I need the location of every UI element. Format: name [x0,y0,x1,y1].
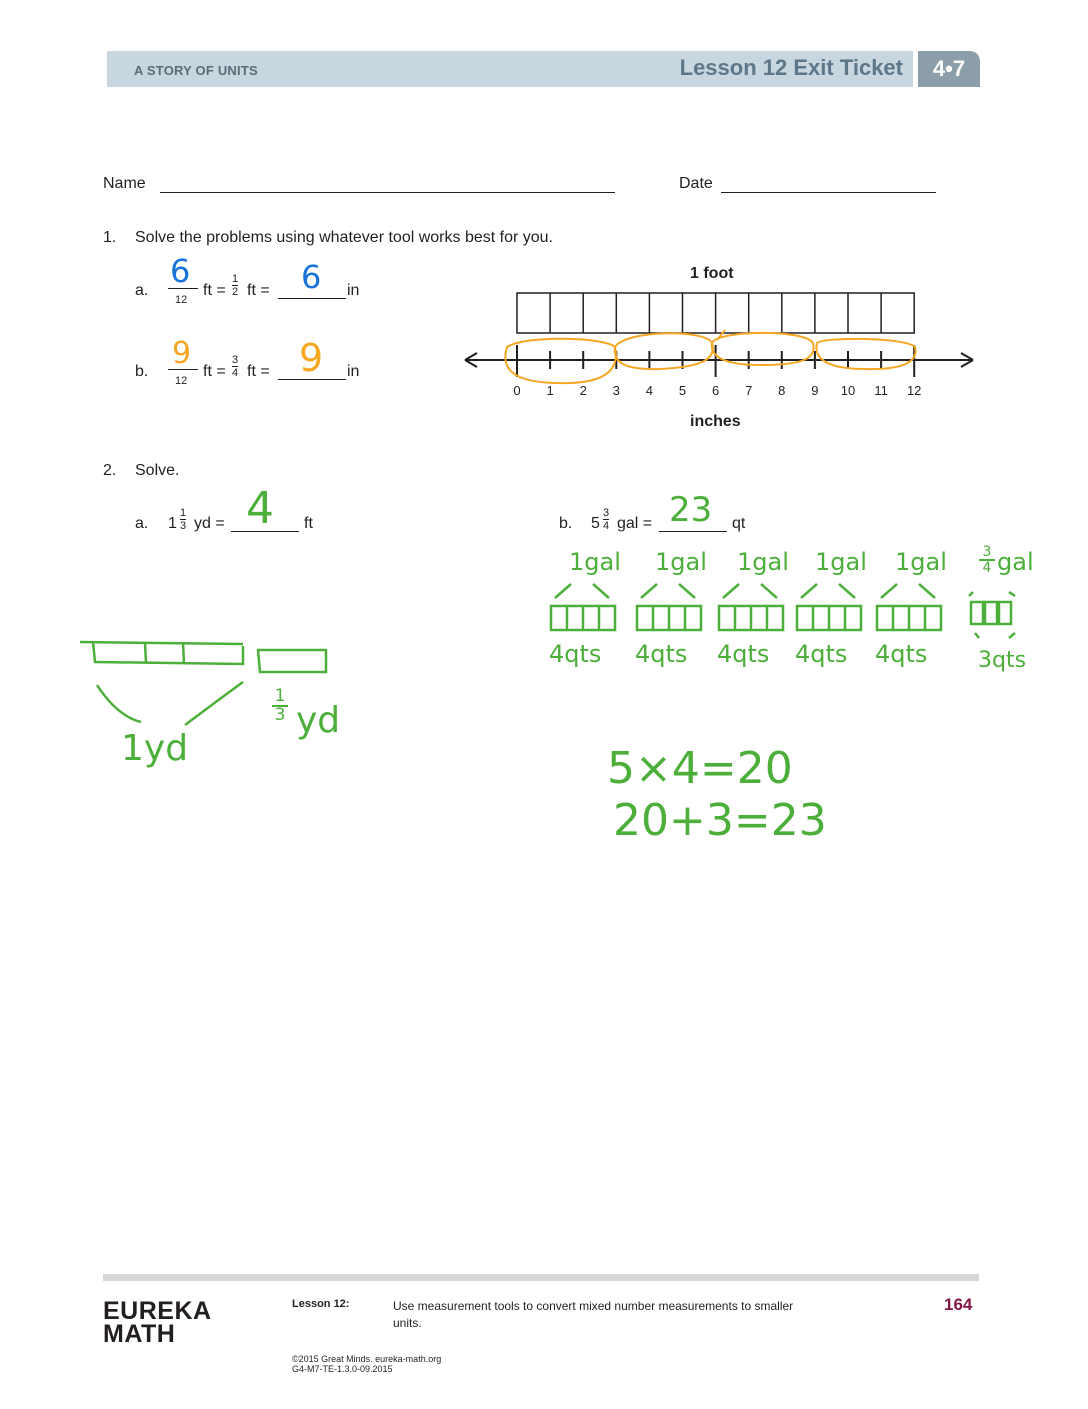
q1b-ft1: ft = [203,363,226,380]
tick-label: 4 [645,383,654,398]
axis-label: inches [690,413,741,430]
q1a-ft2: ft = [247,282,270,299]
tick-label: 0 [513,383,521,398]
tick-label: 12 [906,383,922,398]
q1a-fraction: $\frac{1}{2}$ [232,273,239,298]
q1b-fraction: $\frac{3}{4}$ [232,354,239,379]
lesson-title: Lesson 12 Exit Ticket [679,55,903,80]
q2a-third-fraction: 1 3 [272,688,288,724]
last-group-bottom: 3qts [978,648,1027,673]
diagram-title: 1 foot [690,265,734,282]
work-equation-1: 5×4=20 [607,743,793,794]
number-line-diagram [455,285,985,400]
work-equation-2: 20+3=23 [613,795,827,846]
group-bottom-label: 4qts [635,640,688,668]
q2a-whole: 1 [168,515,177,532]
q2a-unit1: yd = [194,515,225,532]
q1b-fraction-bar [168,369,198,370]
name-field[interactable] [160,192,615,193]
date-field[interactable] [721,192,936,193]
group-bottom-label: 4qts [717,640,770,668]
q1b-answer-numerator: 9 [172,336,192,371]
eureka-math-logo: EUREKA MATH [103,1297,212,1348]
q2b-answer-blank[interactable] [659,531,727,532]
group-top-label: 1gal [655,548,707,576]
q2b-whole: 5 [591,515,600,532]
q2b-unit2: qt [732,515,746,532]
q2b-fraction: $\frac{3}{4}$ [603,507,610,532]
group-bottom-label: 4qts [875,640,928,668]
q2a-unit2: ft [304,515,313,532]
tick-label: 9 [811,383,819,398]
q1b-ft2: ft = [247,363,270,380]
footer-lesson-label: Lesson 12: [292,1298,350,1310]
q1b-unit: in [347,363,360,380]
q2a-letter: a. [135,515,149,532]
q2b-letter: b. [559,515,573,532]
tick-label: 5 [678,383,687,398]
last-group-box [965,578,1025,643]
tick-label: 3 [612,383,620,398]
tick-label: 7 [745,383,753,398]
last-group-top-unit: gal [997,548,1034,576]
group-bottom-label: 4qts [795,640,848,668]
q1a-ft1: ft = [203,282,226,299]
quart-box-group [795,580,867,640]
q2b-unit1: gal = [617,515,653,532]
quart-box-group [875,580,947,640]
q1a-fraction-bar [168,288,198,289]
footer-rule [103,1274,979,1281]
footer-copyright: ©2015 Great Minds. eureka-math.org G4-M7-TE-1.3.0-09.2015 [292,1354,442,1374]
q2a-whole-yard-label: 1yd [121,728,189,769]
q1b-denominator: 12 [175,375,188,387]
q2a-answer: 4 [246,483,274,534]
tick-label: 1 [546,383,554,398]
tick-label: 2 [579,383,587,398]
q2-prompt: Solve. [135,462,180,479]
q2a-fraction: $\frac{1}{3}$ [180,507,187,532]
q1a-unit: in [347,282,360,299]
q1a-answer-numerator: 6 [170,252,191,290]
group-top-label: 1gal [895,548,947,576]
quart-box-group [635,580,707,640]
date-label: Date [679,175,713,192]
grade-module-badge: 4•7 [918,51,980,87]
q1a-answer-inches: 6 [301,258,322,296]
series-title: A STORY OF UNITS [134,63,258,78]
q1b-answer-inches: 9 [299,336,324,380]
tick-label: 10 [840,383,856,398]
tick-label: 6 [711,383,720,398]
number-line [465,345,973,377]
q1a-answer-blank[interactable] [278,298,346,299]
q2b-answer: 23 [669,490,713,530]
last-group-fraction: 3 4 [979,545,995,575]
q1-number: 1. [103,229,117,246]
q1a-letter: a. [135,282,149,299]
group-top-label: 1gal [737,548,789,576]
q2a-third-unit: yd [296,700,341,741]
orange-loops [505,330,915,383]
tick-label: 11 [874,383,888,398]
q1a-denominator: 12 [175,294,188,306]
footer-description: Use measurement tools to convert mixed number measurements to smaller units. [393,1299,794,1330]
q1-prompt: Solve the problems using whatever tool works best for you. [135,229,553,246]
foot-ruler [517,293,914,333]
tick-label: 8 [778,383,786,398]
group-top-label: 1gal [569,548,621,576]
quart-box-group [549,580,621,640]
name-label: Name [103,175,146,192]
quart-box-group [717,580,789,640]
tick-labels [513,383,921,398]
page-number: 164 [944,1295,973,1314]
q1b-letter: b. [135,363,149,380]
group-top-label: 1gal [815,548,867,576]
q2-number: 2. [103,462,117,479]
group-bottom-label: 4qts [549,640,602,668]
